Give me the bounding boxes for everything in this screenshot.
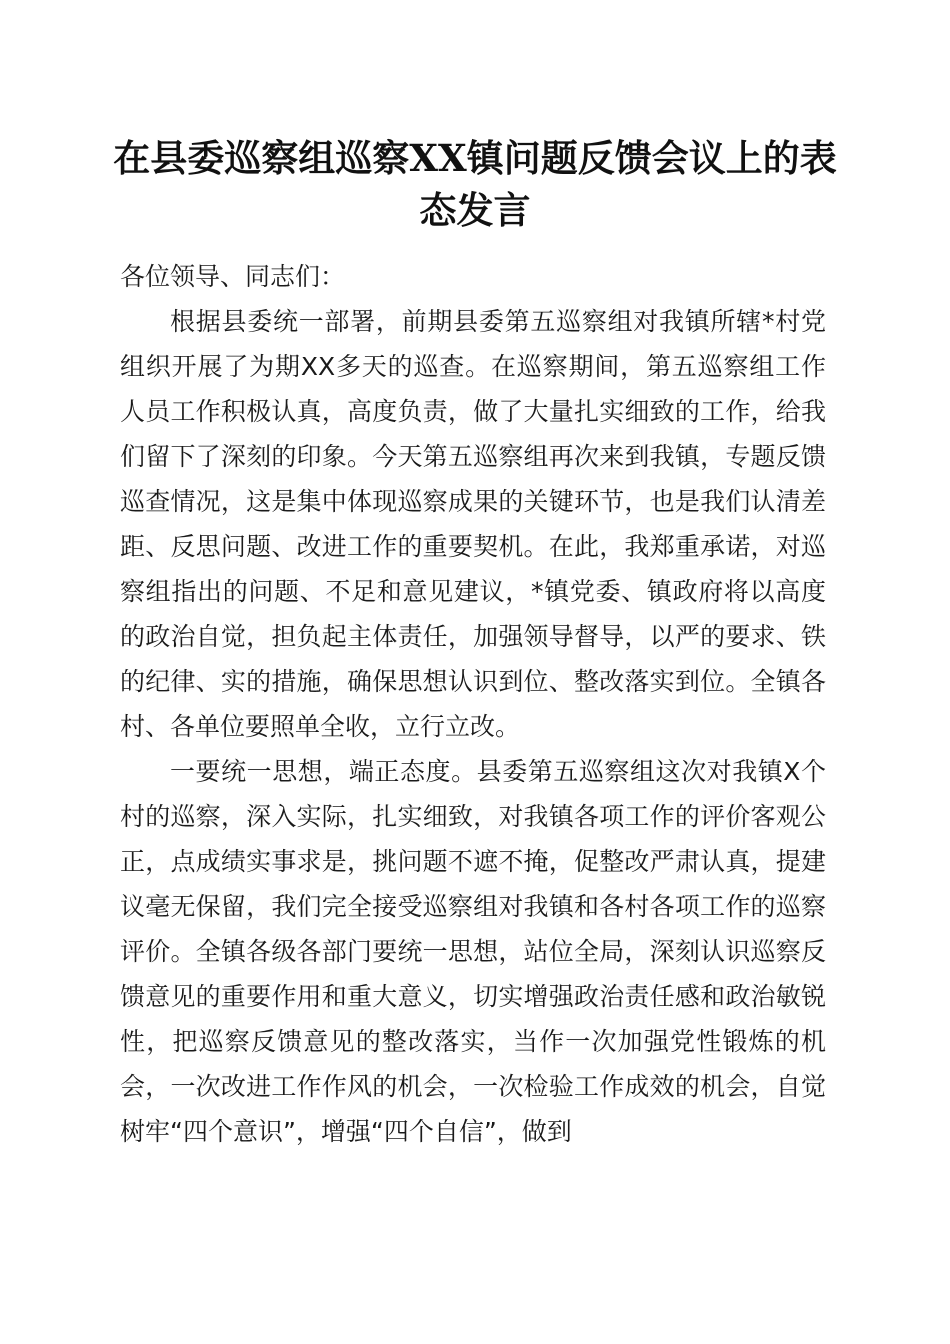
document-body <box>120 254 826 1154</box>
salutation: 各位领导、同志们： <box>120 262 346 291</box>
paragraph-1: 根据县委统一部署，前期县委第五巡察组对我镇所辖*村党组织开展了为期XX多天的巡查。在巡察期间，第五巡察组工作人员工作积极认真，高度负责，做了大量扎实细致的工作，给我们留下了深刻的印象。今天第五巡察组再次来到我镇，专题反馈巡查情况，这是集中体现巡察成果的关键环节，也是我们认清差距、反思问题、改进工作的重要契机。在此，我郑重承诺，对巡察组指出的问题、不足和意见建议，*镇党委、镇政府将以高度的政治自觉，担负起主体责任，加强领导督导，以严的要求、铁的纪律、实的措施，确保思想认识到位、整改落实到位。全镇各村、各单位要照单全收，立行立改。 <box>120 307 826 741</box>
document-title: 在县委巡察组巡察XX镇问题反馈会议上的表态发言 <box>113 136 837 232</box>
paragraph-2: 一要统一思想，端正态度。县委第五巡察组这次对我镇X个村的巡察，深入实际，扎实细致，对我镇各项工作的评价客观公正，点成绩实事求是，挑问题不遮不掩，促整改严肃认真，提建议毫无保留，我们完全接受巡察组对我镇和各村各项工作的巡察评价。全镇各级各部门要统一思想，站位全局，深刻认识巡察反馈意见的重要作用和重大意义，切实增强政治责任感和政治敏锐性，把巡察反馈意见的整改落实，当作一次加强党性锻炼的机会，一次改进工作作风的机会，一次检验工作成效的机会，自觉树牢“四个意识”，增强“四个自信”，做到 <box>120 757 826 1146</box>
